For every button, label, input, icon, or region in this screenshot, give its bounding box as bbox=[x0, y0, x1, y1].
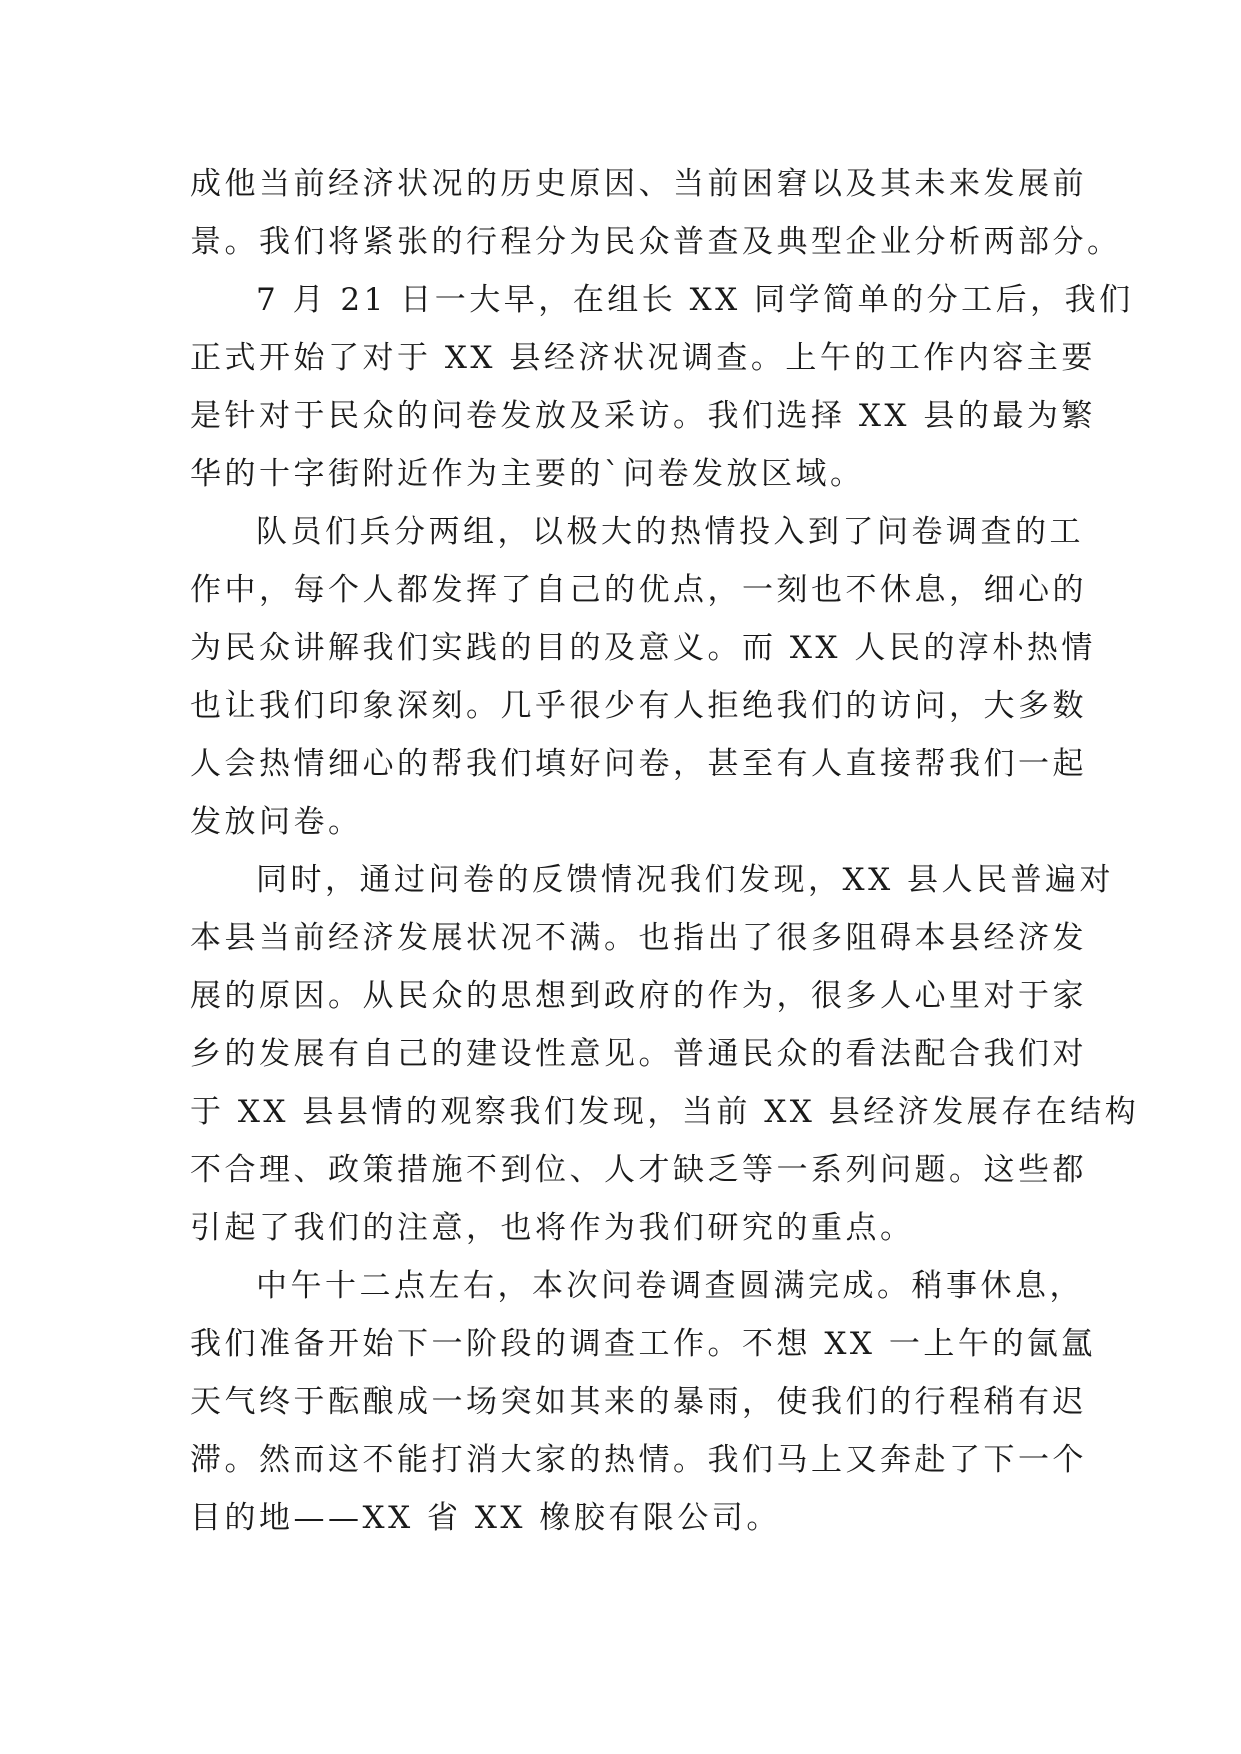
text-line: 也让我们印象深刻。几乎很少有人拒绝我们的访问，大多数 bbox=[190, 688, 1087, 724]
text-line: 引起了我们的注意，也将作为我们研究的重点。 bbox=[190, 1210, 915, 1246]
text-line: 队员们兵分两组，以极大的热情投入到了问卷调查的工 bbox=[256, 514, 1084, 550]
text-line: 本县当前经济发展状况不满。也指出了很多阻碍本县经济发 bbox=[190, 920, 1087, 956]
text-line: 展的原因。从民众的思想到政府的作为，很多人心里对于家 bbox=[190, 978, 1087, 1014]
text-line: 天气终于酝酿成一场突如其来的暴雨，使我们的行程稍有迟 bbox=[190, 1384, 1087, 1420]
text-line: 成他当前经济状况的历史原因、当前困窘以及其未来发展前 bbox=[190, 166, 1087, 202]
text-line: 滞。然而这不能打消大家的热情。我们马上又奔赴了下一个 bbox=[190, 1442, 1087, 1478]
text-line: 作中，每个人都发挥了自己的优点，一刻也不休息，细心的 bbox=[190, 572, 1087, 608]
text-line: 不合理、政策措施不到位、人才缺乏等一系列问题。这些都 bbox=[190, 1152, 1087, 1188]
text-line: 华的十字街附近作为主要的`问卷发放区域。 bbox=[190, 456, 865, 492]
document-body bbox=[190, 155, 1140, 1547]
text-line: 正式开始了对于 XX 县经济状况调查。上午的工作内容主要 bbox=[190, 340, 1096, 376]
text-line: 于 XX 县县情的观察我们发现，当前 XX 县经济发展存在结构 bbox=[190, 1094, 1140, 1130]
text-line: 我们准备开始下一阶段的调查工作。不想 XX 一上午的氤氲 bbox=[190, 1326, 1096, 1362]
text-line: 中午十二点左右，本次问卷调查圆满完成。稍事休息， bbox=[256, 1268, 1084, 1304]
text-line: 发放问卷。 bbox=[190, 804, 363, 840]
text-line: 是针对于民众的问卷发放及采访。我们选择 XX 县的最为繁 bbox=[190, 398, 1096, 434]
text-line: 乡的发展有自己的建设性意见。普通民众的看法配合我们对 bbox=[190, 1036, 1087, 1072]
text-line: 7 月 21 日一大早，在组长 XX 同学简单的分工后，我们 bbox=[256, 282, 1134, 318]
text-line: 目的地——XX 省 XX 橡胶有限公司。 bbox=[190, 1500, 781, 1536]
text-line: 景。我们将紧张的行程分为民众普查及典型企业分析两部分。 bbox=[190, 224, 1122, 260]
text-line: 为民众讲解我们实践的目的及意义。而 XX 人民的淳朴热情 bbox=[190, 630, 1096, 666]
text-line: 同时，通过问卷的反馈情况我们发现，XX 县人民普遍对 bbox=[256, 862, 1114, 898]
text-line: 人会热情细心的帮我们填好问卷，甚至有人直接帮我们一起 bbox=[190, 746, 1087, 782]
